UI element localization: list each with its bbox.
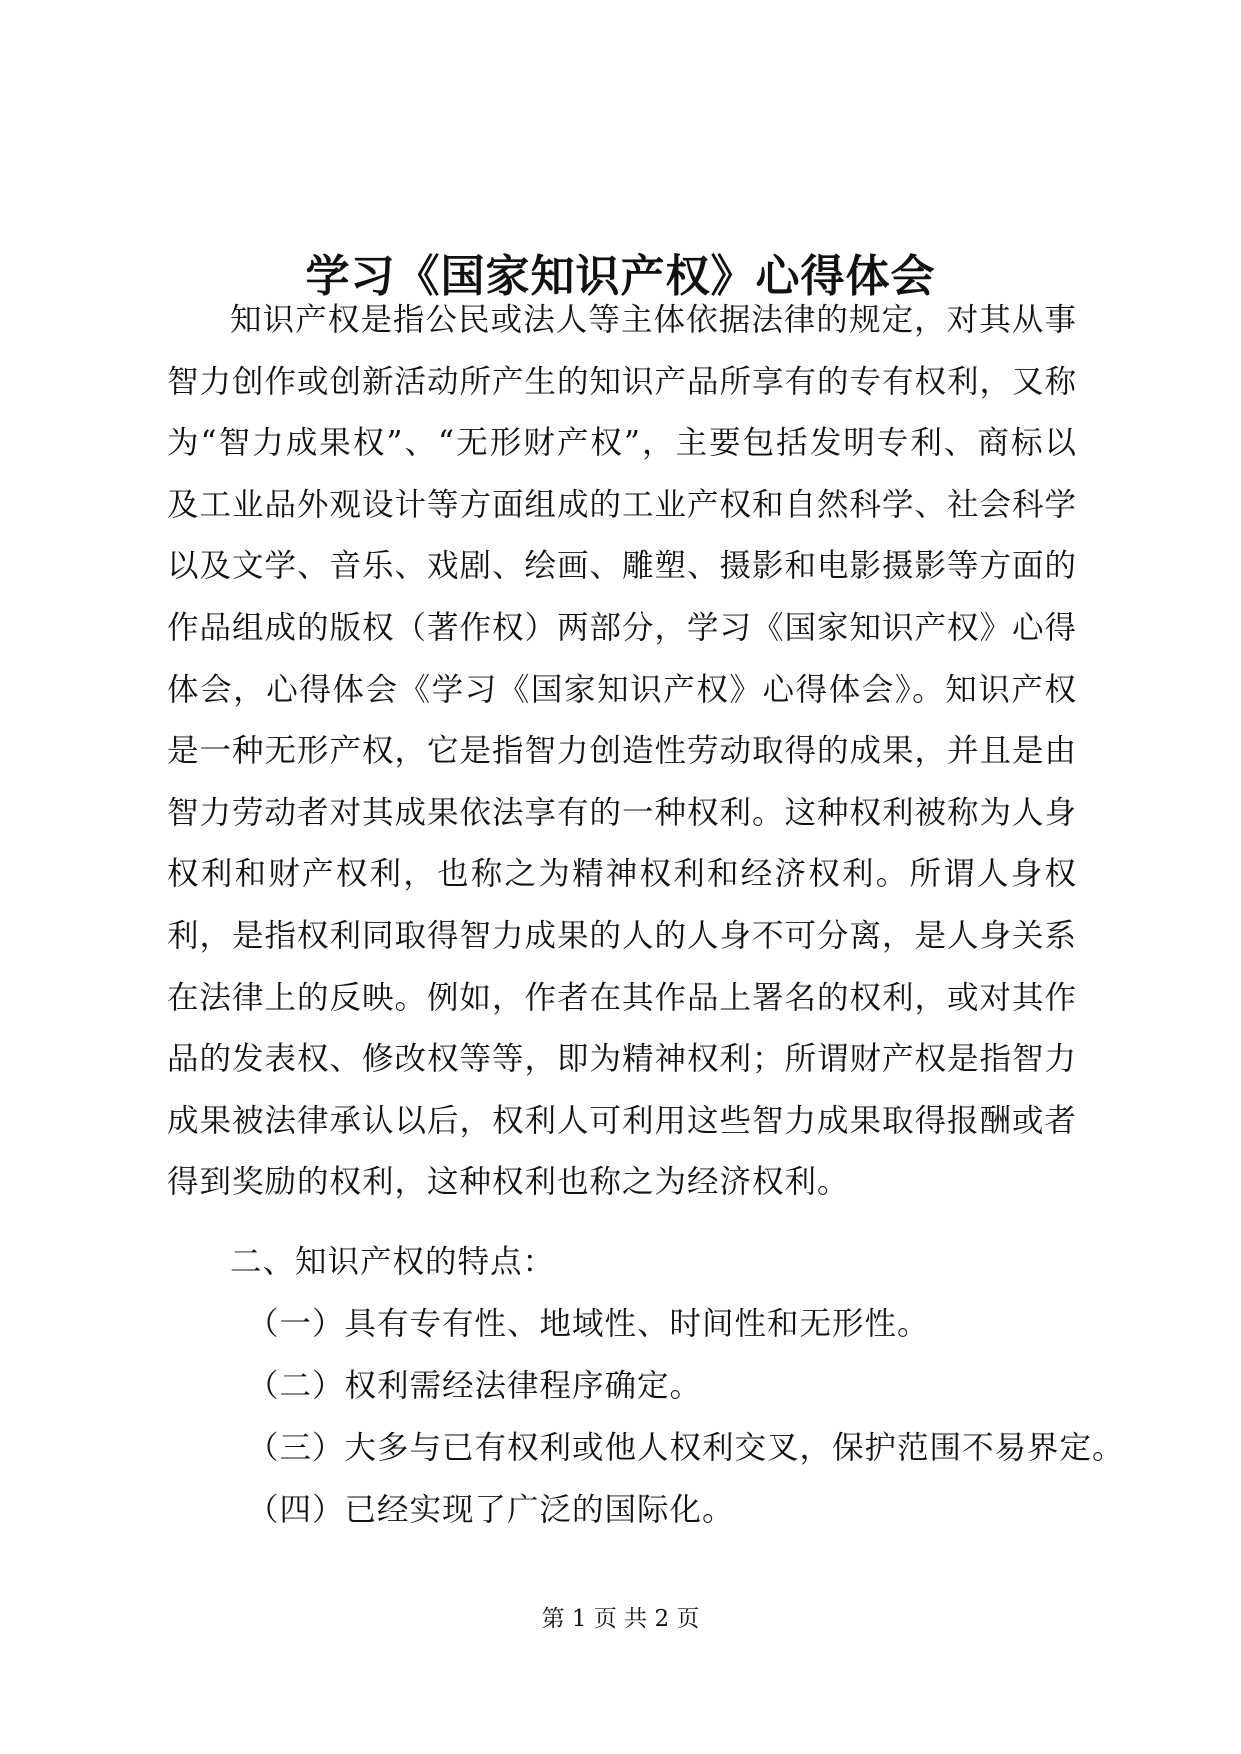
section-heading: 二、知识产权的特点： <box>230 1244 556 1280</box>
document-title: 学习《国家知识产权》心得体会 <box>305 251 936 303</box>
feature-item: （二）权利需经法律程序确定。 <box>247 1368 703 1404</box>
page-number-footer: 第 1 页 共 2 页 <box>541 1606 700 1632</box>
features-list <box>167 1231 1125 1541</box>
feature-item: （一）具有专有性、地域性、时间性和无形性。 <box>247 1306 930 1342</box>
feature-item: （四）已经实现了广泛的国际化。 <box>247 1492 735 1528</box>
body-paragraph: 知识产权是指公民或法人等主体依据法律的规定，对其从事智力创作或创新活动所产生的知识产品所享有的专有权利，又称为“智力成果权”、“无形财产权”，主要包括发明专利、商标以及工业品外观设计等方面组成的工业产权和自然科学、社会科学以及文学、音乐、戏剧、绘画、雕塑、摄影和电影摄影等方面的作品组成的版权（著作权）两部分，学习《国家知识产权》心得体会，心得体会《学习《国家知识产权》心得体会》。知识产权是一种无形产权，它是指智力创造性劳动取得的成果，并且是由智力劳动者对其成果依法享有的一种权利。这种权利被称为人身权利和财产权利，也称之为精神权利和经济权利。所谓人身权利，是指权利同取得智力成果的人的人身不可分离，是人身关系在法律上的反映。例如，作者在其作品上署名的权利，或对其作品的发表权、修改权等等，即为精神权利；所谓财产权是指智力成果被法律承认以后，权利人可利用这些智力成果取得报酬或者得到奖励的权利，这种权利也称之为经济权利。 <box>167 302 1078 1201</box>
feature-item: （三）大多与已有权利或他人权利交叉，保护范围不易界定。 <box>247 1430 1125 1466</box>
